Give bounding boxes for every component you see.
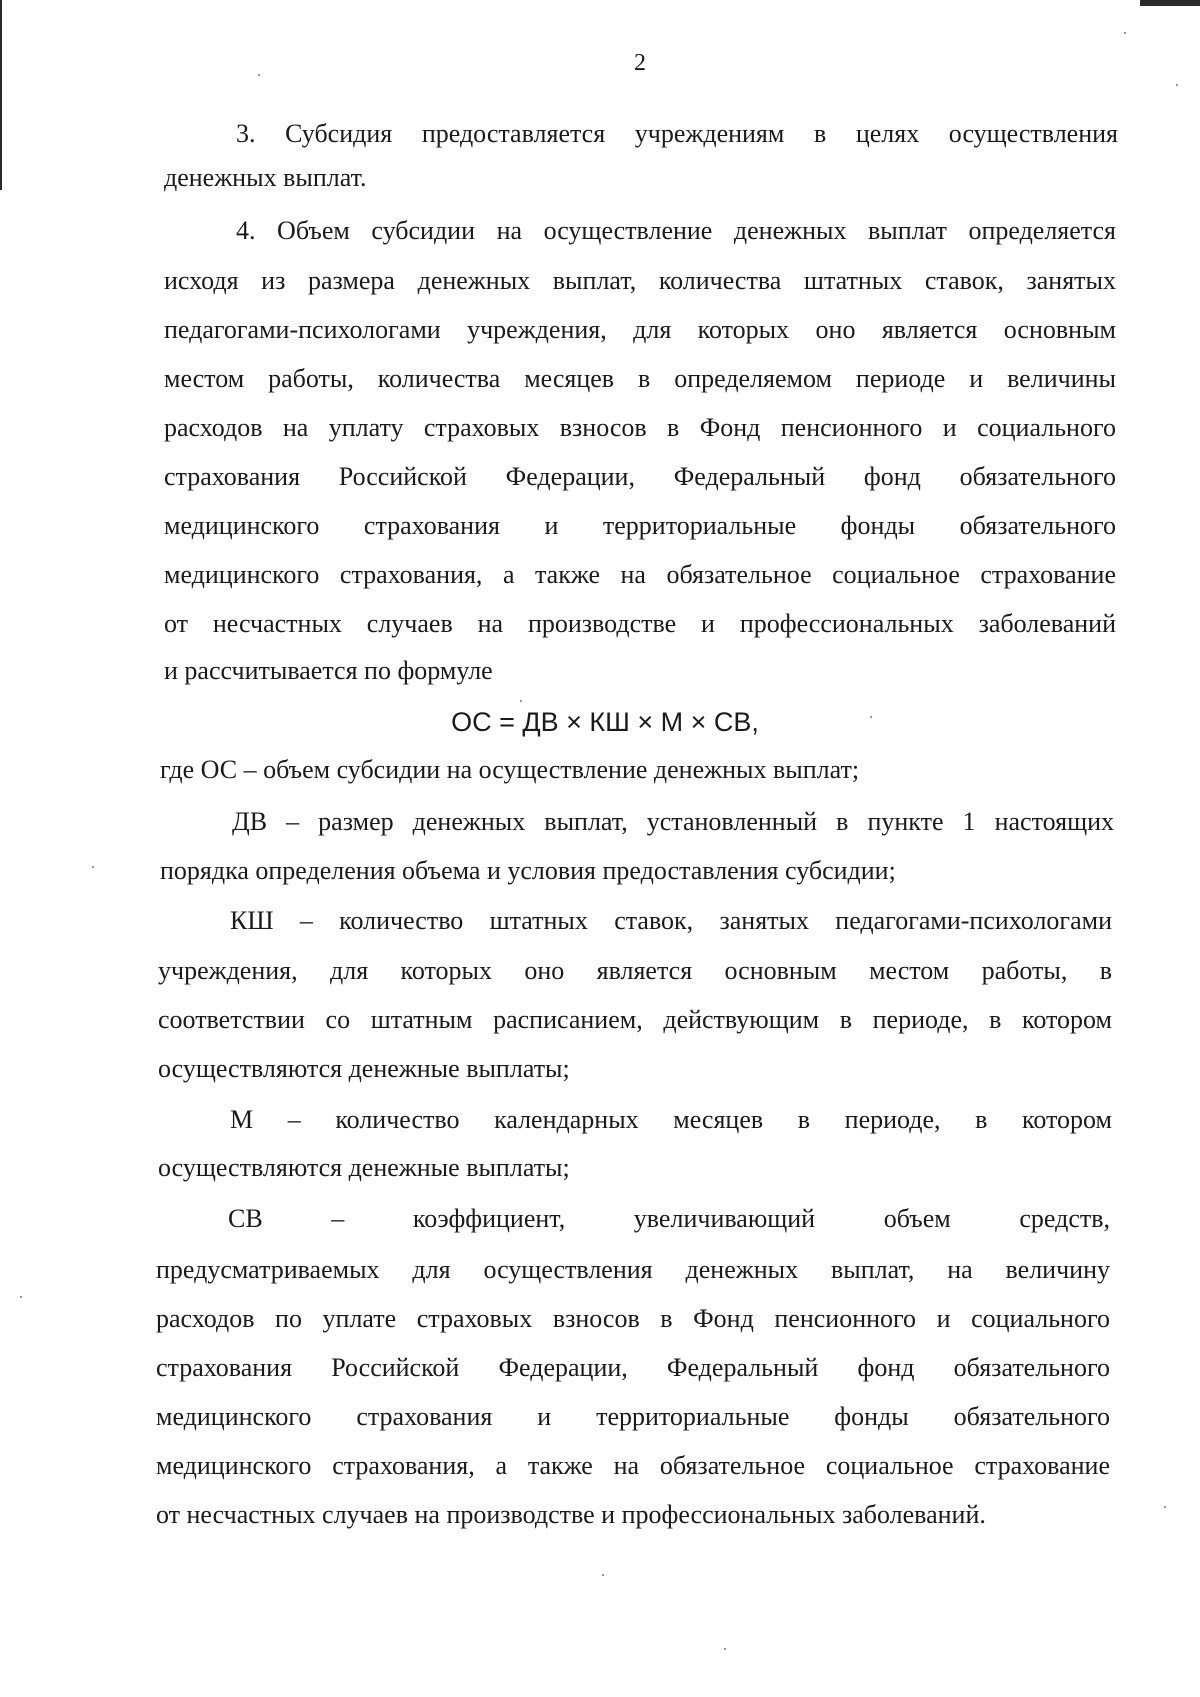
scan-edge-top-right (1140, 0, 1200, 6)
paragraph-3-line: 3. Субсидия предоставляется учреждениям в целях осуществления (236, 119, 1118, 148)
scan-speck (602, 1574, 604, 1576)
paragraph-4-line: исходя из размера денежных выплат, количества штатных ставок, занятых (164, 266, 1116, 295)
definition-ksh-line: соответствии со штатным расписанием, действующим в периоде, в котором (158, 1005, 1112, 1034)
definition-ksh-line: КШ – количество штатных ставок, занятых педагогами-психологами (230, 906, 1112, 935)
scan-speck (1124, 32, 1126, 34)
paragraph-4-line: педагогами-психологами учреждения, для которых оно является основным (164, 315, 1116, 344)
definition-dv-line: порядка определения объема и условия предоставления субсидии; (160, 856, 896, 885)
paragraph-4-line: 4. Объем субсидии на осуществление денежных выплат определяется (236, 216, 1116, 245)
definition-sv-line: СВ – коэффициент, увеличивающий объем средств, (228, 1204, 1110, 1233)
page-number: 2 (634, 50, 646, 76)
paragraph-4-line: и рассчитывается по формуле (164, 656, 493, 685)
formula: ОС = ДВ × КШ × М × СВ, (451, 707, 759, 737)
paragraph-3-line: денежных выплат. (164, 163, 367, 192)
scan-speck (724, 1648, 726, 1650)
scan-speck (1176, 84, 1178, 86)
paragraph-4-line: местом работы, количества месяцев в определяемом периоде и величины (164, 364, 1116, 393)
scan-speck (92, 866, 94, 868)
definition-ksh-line: осуществляются денежные выплаты; (158, 1054, 570, 1083)
scan-edge-left (0, 0, 2, 190)
paragraph-4-line: расходов на уплату страховых взносов в Фонд пенсионного и социального (164, 413, 1116, 442)
definition-sv-line: медицинского страхования и территориальные фонды обязательного (156, 1402, 1110, 1431)
definition-ksh-line: учреждения, для которых оно является основным местом работы, в (158, 956, 1112, 985)
paragraph-4-line: от несчастных случаев на производстве и профессиональных заболеваний (164, 609, 1116, 638)
paragraph-4-line: медицинского страхования, а также на обязательное социальное страхование (164, 560, 1116, 589)
scan-speck (520, 700, 522, 702)
definition-os: где ОС – объем субсидии на осуществление денежных выплат; (160, 755, 860, 784)
paragraph-4-line: медицинского страхования и территориальные фонды обязательного (164, 511, 1116, 540)
paragraph-4-line: страхования Российской Федерации, Федеральный фонд обязательного (164, 462, 1116, 491)
definition-dv-line: ДВ – размер денежных выплат, установленный в пункте 1 настоящих (232, 807, 1114, 836)
definition-sv-line: медицинского страхования, а также на обязательное социальное страхование (156, 1451, 1110, 1480)
definition-sv-line: от несчастных случаев на производстве и профессиональных заболеваний. (156, 1500, 986, 1529)
scan-speck (20, 1296, 22, 1298)
definition-sv-line: страхования Российской Федерации, Федеральный фонд обязательного (156, 1353, 1110, 1382)
definition-m-line: осуществляются денежные выплаты; (158, 1153, 570, 1182)
definition-sv-line: предусматриваемых для осуществления денежных выплат, на величину (156, 1255, 1110, 1284)
definition-m-line: М – количество календарных месяцев в периоде, в котором (230, 1105, 1112, 1134)
scan-speck (1164, 1506, 1166, 1508)
definition-sv-line: расходов по уплате страховых взносов в Фонд пенсионного и социального (156, 1304, 1110, 1333)
